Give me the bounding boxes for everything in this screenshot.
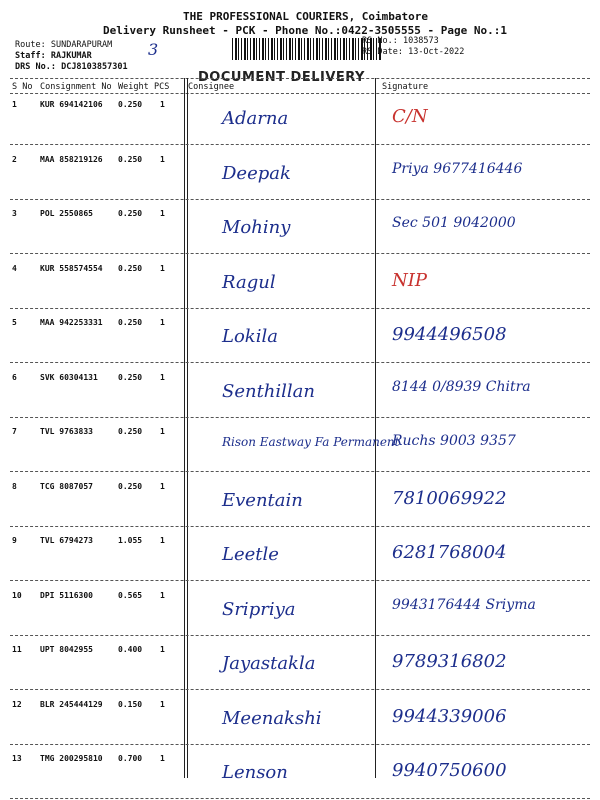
col-weight: Weight [118, 82, 149, 92]
row-consignee-handwriting: Rison Eastway Fa Permanent [222, 435, 400, 449]
row-consignee-handwriting: Eventain [222, 489, 303, 511]
row-consignee-handwriting: Lokila [222, 326, 278, 347]
row-pcs: 1 [160, 154, 165, 164]
row-signature-handwriting: 6281768004 [392, 542, 507, 563]
col-signature: Signature [382, 82, 429, 92]
row-pcs: 1 [160, 645, 165, 654]
row-consignee-handwriting: Mohiny [222, 217, 291, 238]
row-signature-handwriting: 9789316802 [392, 651, 507, 672]
row-sno: 6 [12, 372, 17, 382]
drs-line [15, 62, 128, 72]
route-label: Route: [15, 40, 46, 50]
row-consignee-handwriting: Sripriya [222, 598, 296, 620]
row-divider [10, 253, 590, 254]
row-signature-handwriting: 7810069922 [392, 487, 507, 509]
col-sno: S No [12, 82, 33, 92]
row-divider [10, 199, 590, 200]
company-title: THE PROFESSIONAL COURIERS, Coimbatore [183, 10, 429, 23]
row-divider [10, 689, 590, 690]
rs-date-line [362, 47, 464, 57]
row-consignment-no: MAA 858219126 [40, 154, 103, 164]
row-divider [10, 362, 590, 363]
row-divider [10, 526, 590, 527]
row-weight: 0.565 [118, 590, 143, 600]
row-divider [10, 798, 590, 799]
row-consignment-no: TVL 6794273 [40, 536, 93, 545]
row-pcs: 1 [160, 318, 165, 327]
col-pcs: PCS [154, 82, 170, 92]
row-consignee-handwriting: Meenakshi [222, 707, 322, 729]
row-sno: 13 [12, 754, 22, 763]
row-weight: 0.250 [118, 372, 143, 382]
row-consignment-no: MAA 942253331 [40, 318, 103, 327]
row-pcs: 1 [160, 209, 165, 218]
row-weight: 0.250 [118, 209, 143, 218]
row-sno: 2 [12, 154, 17, 164]
row-consignment-no: SVK 60304131 [40, 372, 98, 382]
row-consignee-handwriting: Deepak [222, 162, 291, 184]
row-consignment-no: BLR 245444129 [40, 699, 103, 709]
row-weight: 0.250 [118, 100, 143, 109]
row-sno: 10 [12, 590, 22, 600]
row-pcs: 1 [160, 100, 165, 109]
row-consignment-no: POL 2550865 [40, 209, 93, 218]
row-divider [10, 580, 590, 581]
row-signature-handwriting: 9944496508 [392, 324, 507, 345]
row-signature-handwriting: NIP [392, 269, 427, 291]
row-pcs: 1 [160, 427, 165, 436]
row-consignment-no: KUR 694142106 [40, 100, 103, 109]
row-sno: 4 [12, 263, 17, 273]
row-consignee-handwriting: Lenson [222, 762, 288, 783]
row-divider [10, 744, 590, 745]
row-consignment-no: KUR 558574554 [40, 263, 103, 273]
header-top-rule [10, 78, 590, 79]
document-delivery-stamp: DOCUMENT DELIVERY [198, 70, 365, 85]
col-consignment: Consignment No [40, 82, 112, 92]
row-sno: 9 [12, 536, 17, 545]
row-consignment-no: TMG 200295810 [40, 754, 103, 763]
row-signature-handwriting: Ruchs 9003 9357 [392, 433, 516, 449]
row-pcs: 1 [160, 372, 165, 382]
row-signature-handwriting: 8144 0/8939 Chitra [392, 378, 531, 395]
row-pcs: 1 [160, 536, 165, 545]
row-divider [10, 308, 590, 309]
row-weight: 0.250 [118, 154, 143, 164]
route-line [15, 40, 112, 50]
row-consignment-no: DPI 5116300 [40, 590, 93, 600]
column-divider-left-inner [187, 78, 188, 778]
row-sno: 7 [12, 427, 17, 436]
row-weight: 0.250 [118, 318, 143, 327]
row-signature-handwriting: Sec 501 9042000 [392, 215, 516, 231]
row-weight: 0.700 [118, 754, 143, 763]
row-consignee-handwriting: Jayastakla [222, 653, 316, 674]
runsheet-title: Delivery Runsheet - PCK - Phone No.:0422-3505555 - Page No.:1 [103, 24, 507, 37]
row-consignee-handwriting: Senthillan [222, 380, 315, 402]
row-signature-handwriting: 9944339006 [392, 705, 507, 727]
row-consignee-handwriting: Ragul [222, 271, 276, 293]
row-pcs: 1 [160, 590, 165, 600]
barcode [232, 38, 382, 60]
rs-no-label: RS No.: [362, 36, 398, 46]
row-signature-handwriting: 9940750600 [392, 760, 507, 781]
row-sno: 8 [12, 481, 17, 491]
handwritten-mark: 3 [148, 40, 159, 59]
route-value: SUNDARAPURAM [50, 40, 113, 50]
row-pcs: 1 [160, 754, 165, 763]
row-sno: 12 [12, 699, 22, 709]
row-sno: 3 [12, 209, 17, 218]
row-pcs: 1 [160, 481, 165, 491]
row-consignment-no: UPT 8042955 [40, 645, 93, 654]
row-sno: 11 [12, 645, 22, 654]
staff-value: RAJKUMAR [50, 51, 92, 61]
header-bottom-rule [10, 93, 590, 94]
drs-value: DCJ8103857301 [61, 62, 128, 72]
row-divider [10, 417, 590, 418]
row-weight: 0.400 [118, 645, 143, 654]
rs-date-value: 13-Oct-2022 [408, 47, 465, 57]
column-divider-left [184, 78, 185, 778]
col-consignee: Consignee [188, 82, 235, 92]
row-weight: 0.250 [118, 481, 143, 491]
row-pcs: 1 [160, 263, 165, 273]
row-consignee-handwriting: Leetle [222, 544, 279, 565]
row-divider [10, 144, 590, 145]
row-weight: 0.250 [118, 263, 143, 273]
row-signature-handwriting: C/N [392, 106, 428, 127]
row-consignment-no: TVL 9763833 [40, 427, 93, 436]
staff-line [15, 51, 92, 61]
row-pcs: 1 [160, 699, 165, 709]
row-divider [10, 635, 590, 636]
row-weight: 0.250 [118, 427, 143, 436]
row-weight: 0.150 [118, 699, 143, 709]
row-consignee-handwriting: Adarna [222, 108, 289, 129]
rs-no-line [362, 36, 439, 46]
row-divider [10, 471, 590, 472]
row-consignment-no: TCG 8087057 [40, 481, 93, 491]
row-weight: 1.055 [118, 536, 143, 545]
column-divider-right [375, 78, 376, 778]
rs-no-value: 1038573 [402, 36, 439, 46]
row-signature-handwriting: 9943176444 Sriyma [392, 596, 536, 613]
staff-label: Staff: [15, 51, 46, 61]
row-signature-handwriting: Priya 9677416446 [392, 160, 523, 177]
drs-label: DRS No.: [15, 62, 56, 72]
row-sno: 1 [12, 100, 17, 109]
row-sno: 5 [12, 318, 17, 327]
rs-date-label: RS Date: [362, 47, 403, 57]
